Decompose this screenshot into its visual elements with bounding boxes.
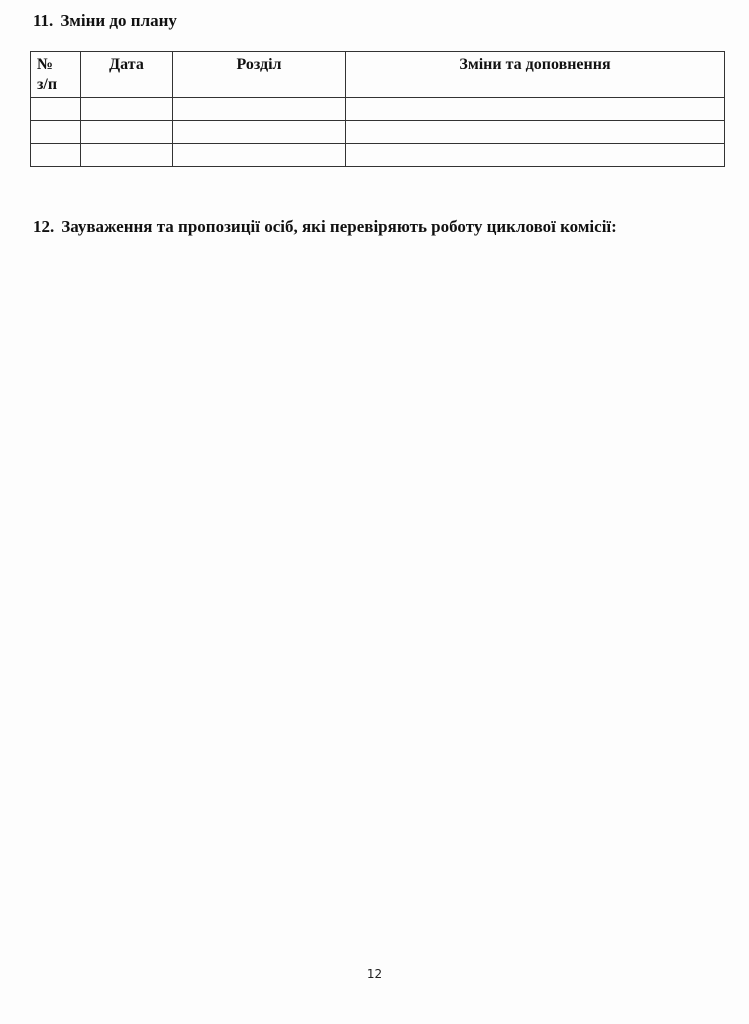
table-cell[interactable] [81,121,173,144]
table-cell[interactable] [173,144,346,167]
header-number-abbrev: з/п [37,76,58,93]
table-row [31,98,725,121]
table-row [31,144,725,167]
section-number: 12. [33,217,55,236]
header-number-symbol: № [37,56,54,73]
table-cell[interactable] [173,121,346,144]
header-date: Дата [81,52,173,98]
table-header-row [31,52,725,98]
section-number: 11. [33,11,54,30]
header-section: Розділ [173,52,346,98]
header-number [31,52,81,98]
table-row [31,121,725,144]
table-cell[interactable] [31,121,81,144]
table-cell[interactable] [31,98,81,121]
changes-table [30,51,725,167]
table-cell[interactable] [81,98,173,121]
table-cell[interactable] [346,98,725,121]
table-cell[interactable] [31,144,81,167]
page-number: 12 [366,967,383,981]
section-heading-changes [33,11,177,31]
header-changes: Зміни та доповнення [346,52,725,98]
section-title: Зміни до плану [60,11,177,30]
section-title: Зауваження та пропозиції осіб, які перевіряють роботу циклової комісії: [61,217,617,236]
table-cell[interactable] [346,121,725,144]
table-cell[interactable] [173,98,346,121]
section-heading-remarks [33,217,617,237]
table-cell[interactable] [81,144,173,167]
table-cell[interactable] [346,144,725,167]
